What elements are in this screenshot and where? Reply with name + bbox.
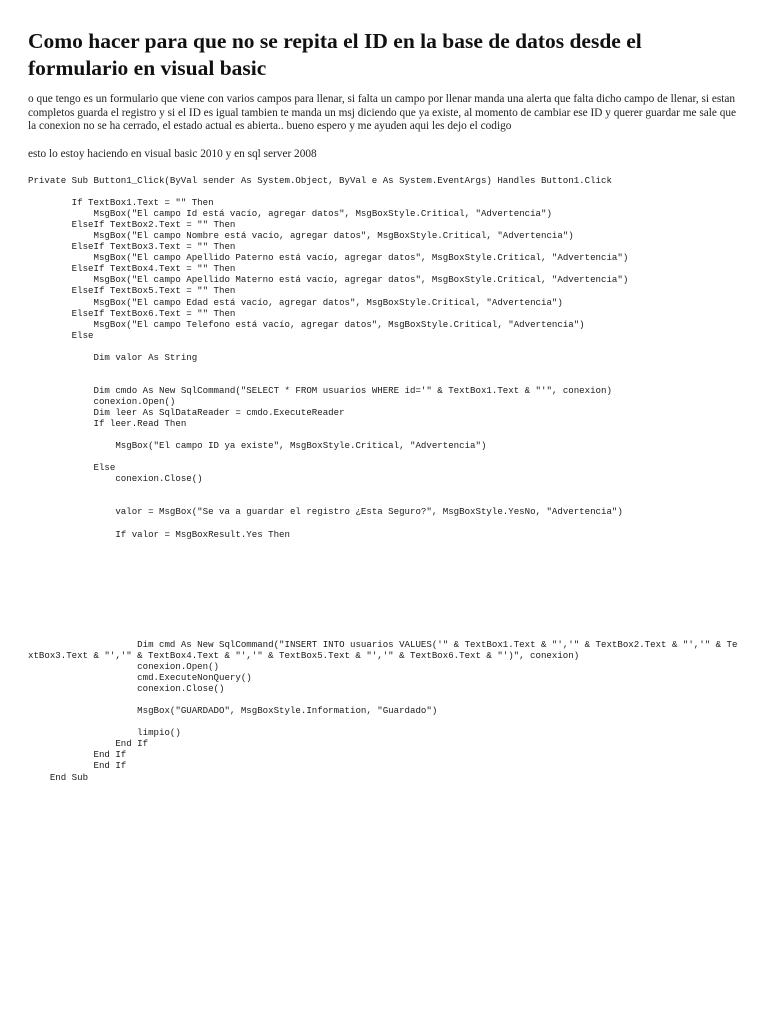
intro-paragraph: o que tengo es un formulario que viene con varios campos para llenar, si falta un campo por llenar manda una alerta que falta dicho campo de llenar, si estan completos guarda el registro y si el ID es igual tambien te manda un msj diciendo que ya existe, al momento de cambiar ese ID y querer guardar me sale que la conexion no se ha cerrado, el estado actual es abierta.. bueno espero y me ayuden aqui les dejo el codigo [28,93,737,132]
page-title: Como hacer para que no se repita el ID en la base de datos desde el formulario en visual basic [28,29,642,80]
version-note: esto lo estoy haciendo en visual basic 2010 y en sql server 2008 [28,147,317,160]
document-page [28,28,740,783]
code-block: Private Sub Button1_Click(ByVal sender As System.Object, ByVal e As System.EventArgs) Handles Button1.Click If TextBox1.Text = "" Then MsgBox("El campo Id está vacío, agregar datos", MsgBoxStyle.Critical, "Advertencia") ElseIf TextBox2.Text = "" Then MsgBox("El campo Nombre está vacío, agregar datos", MsgBoxStyle.Critical, "Advertencia") ElseIf TextBox3.Text = "" Then MsgBox("El campo Apellido Paterno está vacío, agregar datos", MsgBoxStyle.Critical, "Advertencia") ElseIf TextBox4.Text = "" Then MsgBox("El campo Apellido Materno está vacío, agregar datos", MsgBoxStyle.Critical, "Advertencia") ElseIf TextBox5.Text = "" Then MsgBox("El campo Edad está vacío, agregar datos", MsgBoxStyle.Critical, "Advertencia") ElseIf TextBox6.Text = "" Then MsgBox("El campo Telefono está vacío, agregar datos", MsgBoxStyle.Critical, "Advertencia") Else Dim valor As String Dim cmdo As New SqlCommand("SELECT * FROM usuarios WHERE id='" & TextBox1.Text & "'", conexion) conexion.Open() Dim leer As SqlDataReader = cmdo.ExecuteReader If leer.Read Then MsgBox("El campo ID ya existe", MsgBoxStyle.Critical, "Advertencia") Else conexion.Close() valor = MsgBox("Se va a guardar el registro ¿Esta Seguro?", MsgBoxStyle.YesNo, "Advertencia") If valor = MsgBoxResult.Yes Then Dim cmd As New SqlCommand("INSERT INTO usuarios VALUES('" & TextBox1.Text & "','" & TextBox2.Text & "','" & TextBox3.Text & "','" & TextBox4.Text & "','" & TextBox5.Text & "','" & TextBox6.Text & "')", conexion) conexion.Open() cmd.ExecuteNonQuery() conexion.Close() MsgBox("GUARDADO", MsgBoxStyle.Information, "Guardado") limpio() End If End If End If End Sub [28,175,738,783]
